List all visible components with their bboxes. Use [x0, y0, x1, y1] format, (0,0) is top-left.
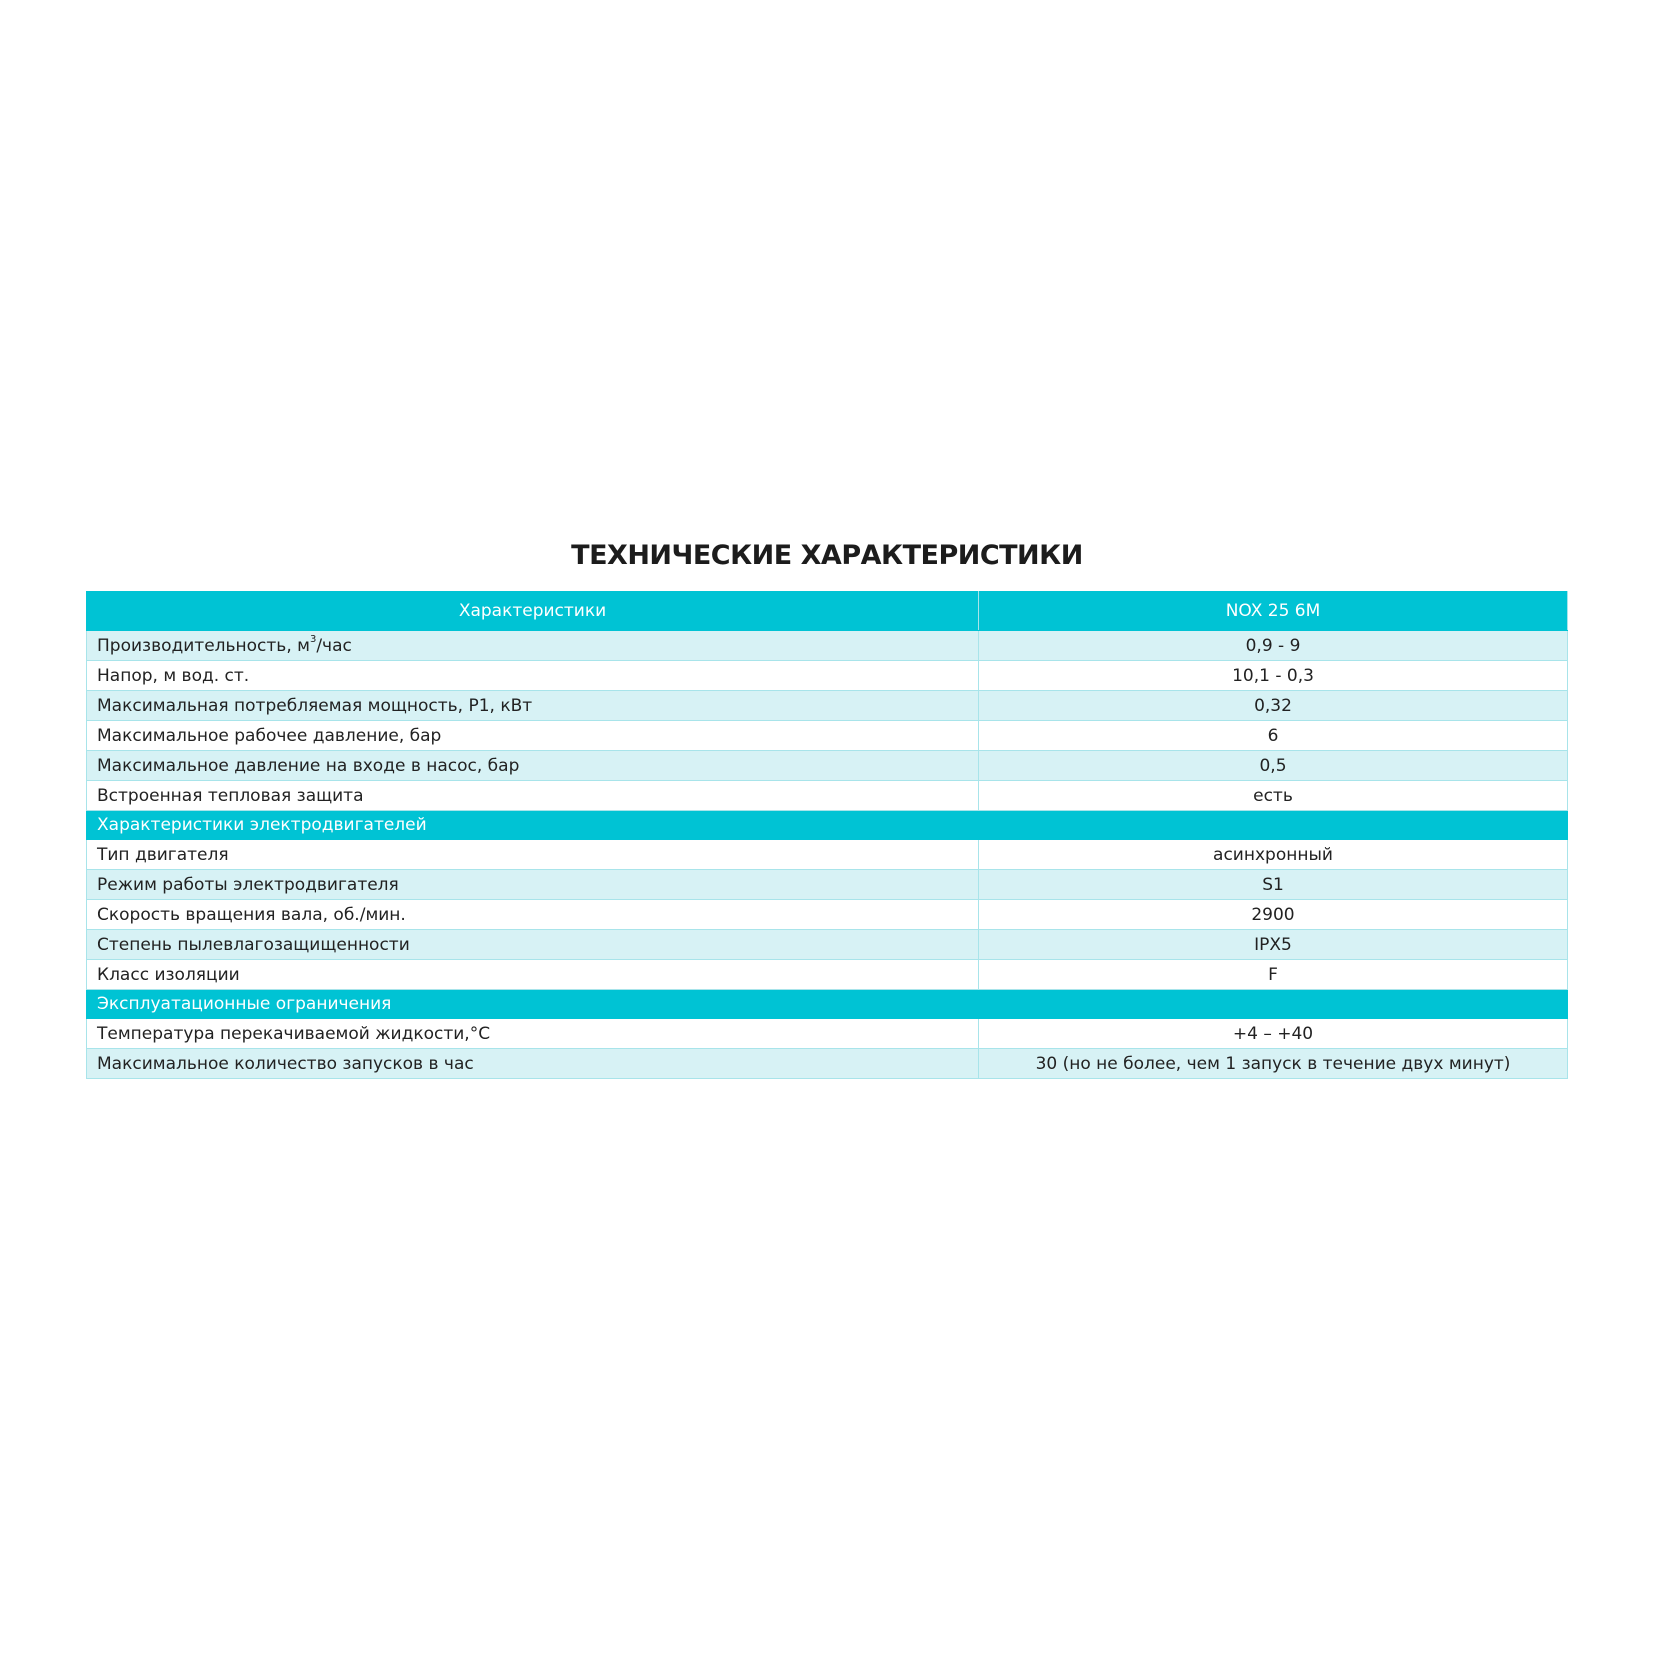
- table-row: [87, 721, 1568, 751]
- row-value: 10,1 - 0,3: [979, 661, 1568, 691]
- table-row: [87, 1019, 1568, 1049]
- section-title: Характеристики электродвигателей: [87, 811, 1568, 840]
- row-value: 30 (но не более, чем 1 запуск в течение двух минут): [979, 1049, 1568, 1079]
- page-title: ТЕХНИЧЕСКИЕ ХАРАКТЕРИСТИКИ: [571, 540, 1083, 571]
- row-label: Напор, м вод. ст.: [87, 661, 979, 691]
- row-value: +4 – +40: [979, 1019, 1568, 1049]
- section-row-limits: [87, 990, 1568, 1019]
- section-row-motor: [87, 811, 1568, 840]
- table-row: [87, 691, 1568, 721]
- row-label: Встроенная тепловая защита: [87, 781, 979, 811]
- row-label: Максимальное количество запусков в час: [87, 1049, 979, 1079]
- row-value: 0,9 - 9: [979, 631, 1568, 661]
- row-value: 0,32: [979, 691, 1568, 721]
- row-label: Максимальная потребляемая мощность, Р1, кВт: [87, 691, 979, 721]
- row-label: Тип двигателя: [87, 840, 979, 870]
- row-label: Класс изоляции: [87, 960, 979, 990]
- row-label: Максимальное рабочее давление, бар: [87, 721, 979, 751]
- row-label: Производительность, $м^3$/час: [87, 631, 979, 661]
- table-row: [87, 751, 1568, 781]
- row-label: Режим работы электродвигателя: [87, 870, 979, 900]
- row-label: Температура перекачиваемой жидкости,°С: [87, 1019, 979, 1049]
- header-model: NOX 25 6M: [979, 592, 1568, 631]
- row-value: есть: [979, 781, 1568, 811]
- row-value: 0,5: [979, 751, 1568, 781]
- row-value: 6: [979, 721, 1568, 751]
- table-row: [87, 930, 1568, 960]
- table-row: [87, 840, 1568, 870]
- table-row: [87, 781, 1568, 811]
- row-value: F: [979, 960, 1568, 990]
- row-value: 2900: [979, 900, 1568, 930]
- row-value: S1: [979, 870, 1568, 900]
- table-row: [87, 661, 1568, 691]
- spec-table: [86, 591, 1568, 1079]
- table-header-row: [87, 592, 1568, 631]
- table-row: [87, 900, 1568, 930]
- row-value: асинхронный: [979, 840, 1568, 870]
- header-characteristics: Характеристики: [87, 592, 979, 631]
- row-label: Скорость вращения вала, об./мин.: [87, 900, 979, 930]
- row-label: Максимальное давление на входе в насос, бар: [87, 751, 979, 781]
- table-row: [87, 870, 1568, 900]
- row-label: Степень пылевлагозащищенности: [87, 930, 979, 960]
- section-title: Эксплуатационные ограничения: [87, 990, 1568, 1019]
- table-row: [87, 631, 1568, 661]
- row-value: IPX5: [979, 930, 1568, 960]
- table-row: [87, 1049, 1568, 1079]
- table-row: [87, 960, 1568, 990]
